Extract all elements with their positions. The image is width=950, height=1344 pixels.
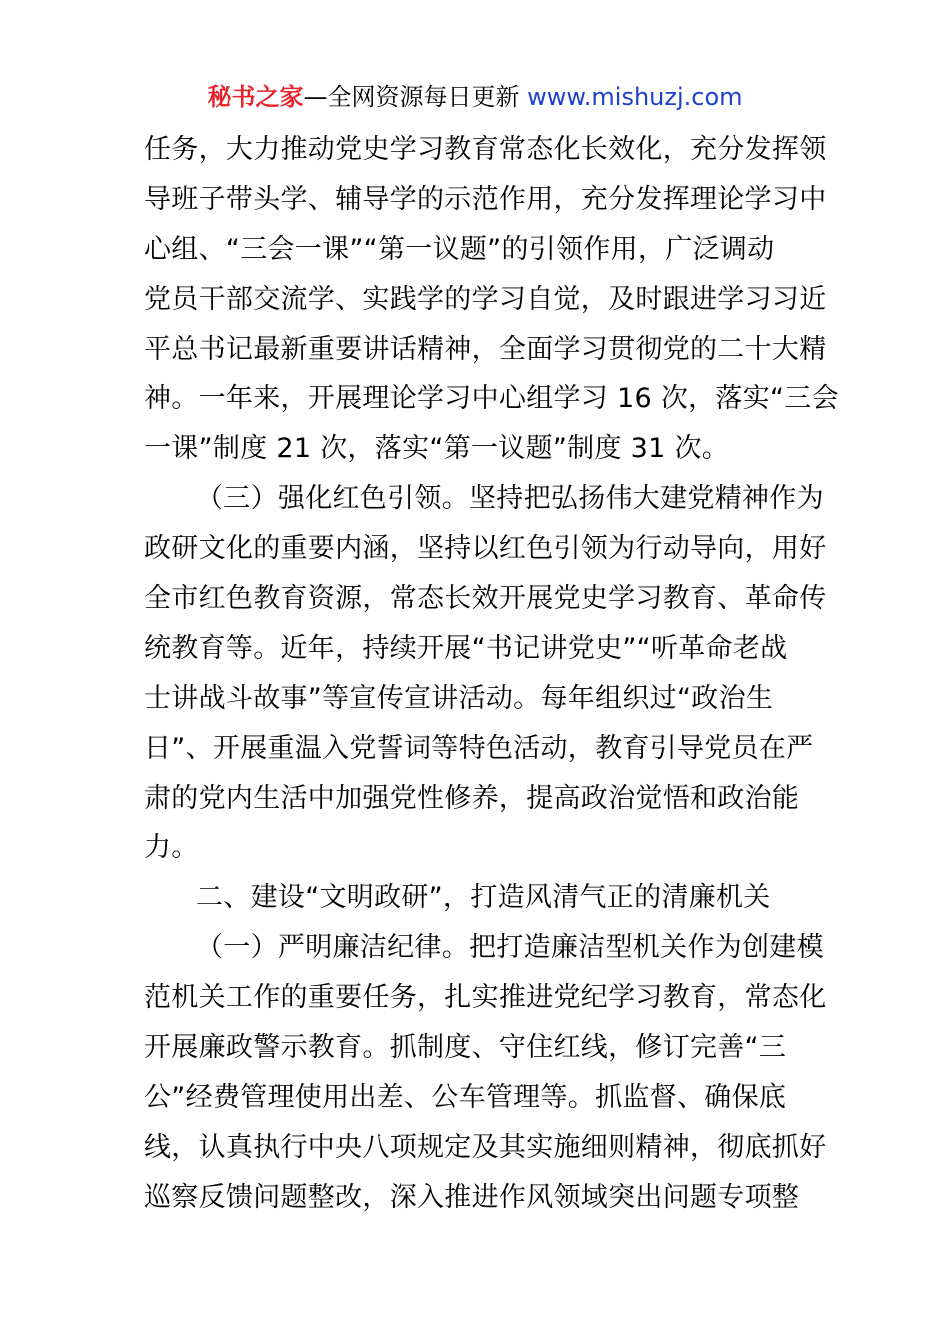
text-line: 一课”制度 21 次，落实“第一议题”制度 31 次。 <box>144 433 730 465</box>
site-tagline: —全网资源每日更新 <box>303 83 528 111</box>
document-body <box>144 125 839 1223</box>
text-line: 日”、开展重温入党誓词等特色活动，教育引导党员在严 <box>144 732 814 764</box>
text-line: 党员干部交流学、实践学的学习自觉，及时跟进学习习近 <box>144 283 827 315</box>
site-brand: 秘书之家 <box>207 83 304 111</box>
text-line: 心组、“三会一课”“第一议题”的引领作用，广泛调动 <box>144 233 775 265</box>
text-line: （一）严明廉洁纪律。把打造廉洁型机关作为创建模 <box>196 932 824 964</box>
text-line: 肃的党内生活中加强党性修养，提高政治觉悟和政治能 <box>144 782 800 814</box>
text-line: 线，认真执行中央八项规定及其实施细则精神，彻底抓好 <box>144 1131 827 1163</box>
text-line: 范机关工作的重要任务，扎实推进党纪学习教育，常态化 <box>144 982 827 1014</box>
site-header <box>0 80 950 114</box>
text-line: 开展廉政警示教育。抓制度、守住红线，修订完善“三 <box>144 1032 787 1064</box>
text-line: 二、建设“文明政研”，打造风清气正的清廉机关 <box>196 882 771 914</box>
text-line: 巡察反馈问题整改，深入推进作风领域突出问题专项整 <box>144 1181 800 1213</box>
text-line: 平总书记最新重要讲话精神，全面学习贯彻党的二十大精 <box>144 333 827 365</box>
text-line: 政研文化的重要内涵，坚持以红色引领为行动导向，用好 <box>144 533 827 565</box>
text-line: 神。一年来，开展理论学习中心组学习 16 次，落实“三会 <box>144 383 839 415</box>
text-line: 导班子带头学、辅导学的示范作用，充分发挥理论学习中 <box>144 183 827 215</box>
text-line: 士讲战斗故事”等宣传宣讲活动。每年组织过“政治生 <box>144 682 774 714</box>
text-line: 全市红色教育资源，常态长效开展党史学习教育、革命传 <box>144 583 827 615</box>
text-line: 统教育等。近年，持续开展“书记讲党史”“听革命老战 <box>144 632 788 664</box>
text-line: 公”经费管理使用出差、公车管理等。抓监督、确保底 <box>144 1081 787 1113</box>
text-line: 任务，大力推动党史学习教育常态化长效化，充分发挥领 <box>144 134 827 165</box>
text-line: 力。 <box>144 832 199 864</box>
text-line: （三）强化红色引领。坚持把弘扬伟大建党精神作为 <box>196 483 824 515</box>
site-url-link[interactable]: www.mishuzj.com <box>527 83 743 111</box>
